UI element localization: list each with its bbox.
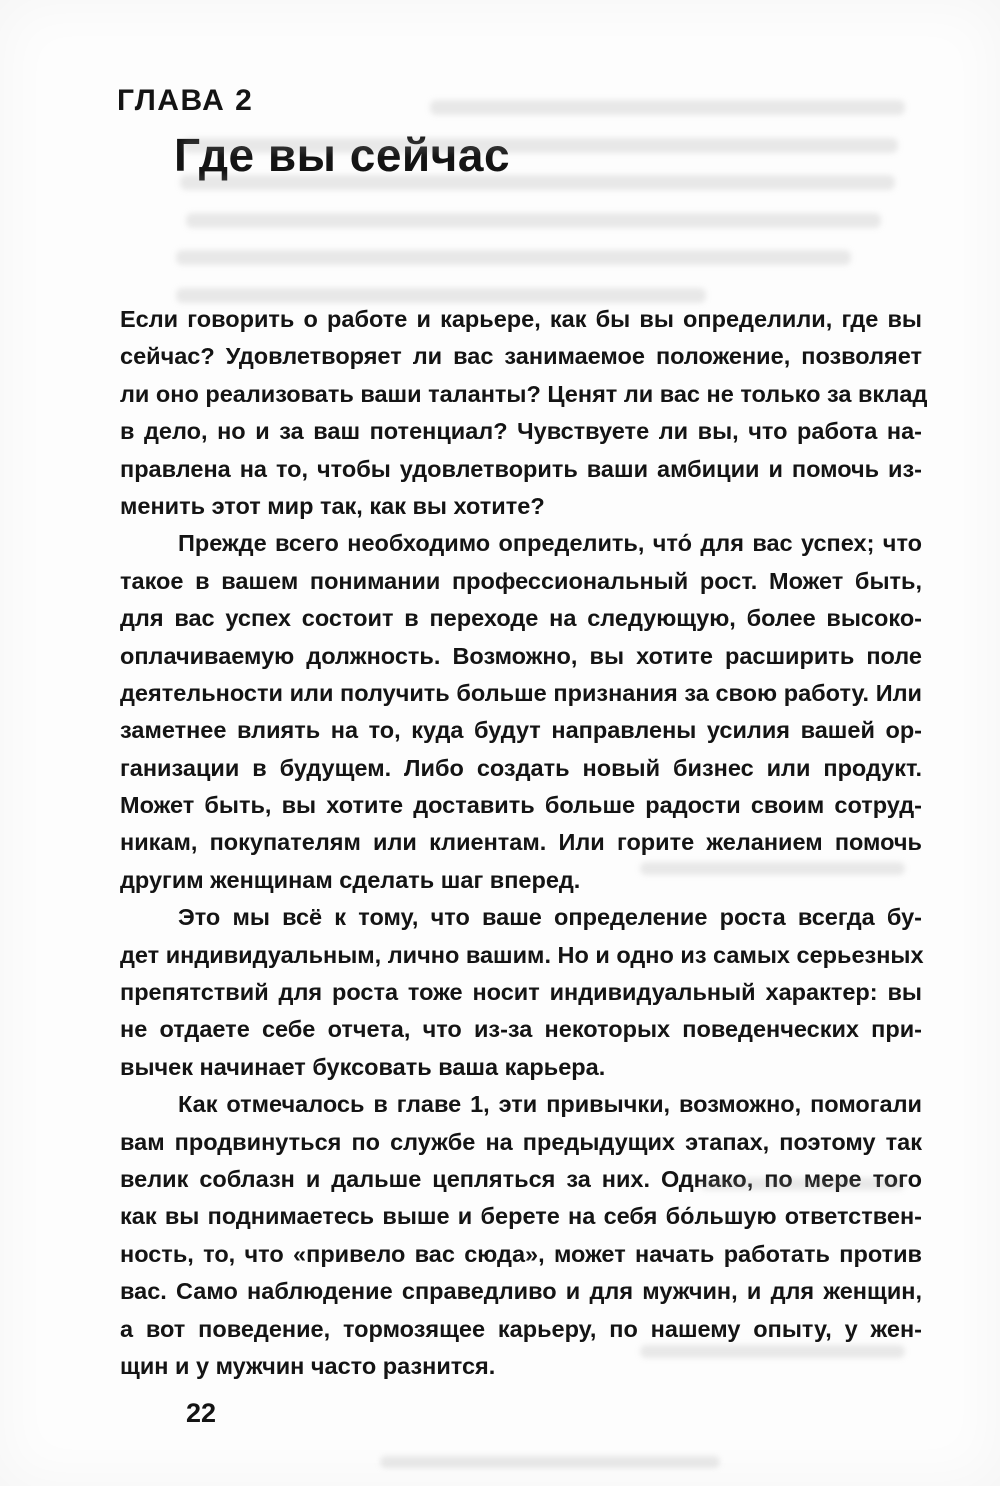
body-text-line: ганизации в будущем. Либо создать новый бизнес или продукт. (120, 754, 922, 781)
body-text-line: оплачиваемую должность. Возможно, вы хотите расширить поле (120, 642, 922, 669)
body-text-line: ность, то, что «привело вас сюда», может начать работать против (120, 1240, 922, 1267)
body-text-line: вычек начинает буксовать ваша карьера. (120, 1053, 606, 1080)
body-text-line: вас. Само наблюдение справедливо и для мужчин, и для женщин, (120, 1278, 922, 1305)
bleed-through-ghost-line (380, 1456, 720, 1468)
chapter-label: ГЛАВА 2 (117, 84, 254, 117)
body-text-line: препятствий для роста тоже носит индивидуальный характер: вы (120, 979, 922, 1006)
body-text (120, 301, 928, 1385)
body-text-line: в дело, но и за ваш потенциал? Чувствуете ли вы, что работа на- (120, 418, 922, 445)
body-text-line: деятельности или получить больше признания за свою работу. Или (120, 679, 922, 706)
body-text-line: такое в вашем понимании профессиональный рост. Может быть, (120, 567, 922, 594)
bleed-through-ghost-line (176, 250, 851, 265)
bleed-through-ghost-line (430, 100, 905, 115)
page-number: 22 (186, 1398, 217, 1428)
paragraph (120, 1086, 922, 1385)
body-text-line: как вы поднимаетесь выше и берете на себя бо́льшую ответствен- (120, 1203, 922, 1230)
body-text-line: не отдаете себе отчета, что из-за некоторых поведенческих при- (120, 1016, 922, 1043)
paragraph (120, 525, 922, 899)
body-text-line: вам продвинуться по службе на предыдущих этапах, поэтому так (120, 1128, 922, 1155)
body-text-line: Может быть, вы хотите доставить больше радости своим сотруд- (120, 792, 922, 819)
body-text-line: дет индивидуальным, лично вашим. Но и одно из самых серьезных (120, 941, 924, 968)
body-text-line: для вас успех состоит в переходе на следующую, более высоко- (120, 605, 922, 632)
body-text-line: щин и у мужчин часто разнится. (120, 1352, 496, 1379)
page-title: Где вы сейчас (174, 129, 511, 181)
body-text-line: велик соблазн и дальше цепляться за них. Однако, по мере того (120, 1165, 922, 1192)
body-text-line: заметнее влиять на то, куда будут направлены усилия вашей ор- (120, 717, 922, 744)
body-text-line: менить этот мир так, как вы хотите? (120, 492, 545, 519)
body-text-line: ли оно реализовать ваши таланты? Ценят ли вас не только за вклад (120, 380, 928, 407)
body-text-line: Прежде всего необходимо определить, что́ для вас успех; что (178, 530, 922, 557)
bleed-through-ghost-line (186, 213, 881, 228)
body-text-line: Если говорить о работе и карьере, как бы вы определили, где вы (120, 306, 922, 332)
body-text-line: никам, покупателям или клиентам. Или горите желанием помочь (120, 829, 922, 856)
body-text-line: другим женщинам сделать шаг вперед. (120, 866, 581, 893)
body-text-line: Как отмечалось в главе 1, эти привычки, возможно, помогали (178, 1091, 922, 1118)
paragraph (120, 301, 928, 525)
body-text-line: правлена на то, чтобы удовлетворить ваши амбиции и помочь из- (120, 455, 922, 482)
paragraph (120, 899, 922, 1086)
body-text-line: сейчас? Удовлетворяет ли вас занимаемое положение, позволяет (120, 343, 922, 370)
body-text-line: а вот поведение, тормозящее карьеру, по нашему опыту, у жен- (120, 1315, 922, 1342)
body-text-line: Это мы всё к тому, что ваше определение роста всегда бу- (178, 904, 922, 931)
